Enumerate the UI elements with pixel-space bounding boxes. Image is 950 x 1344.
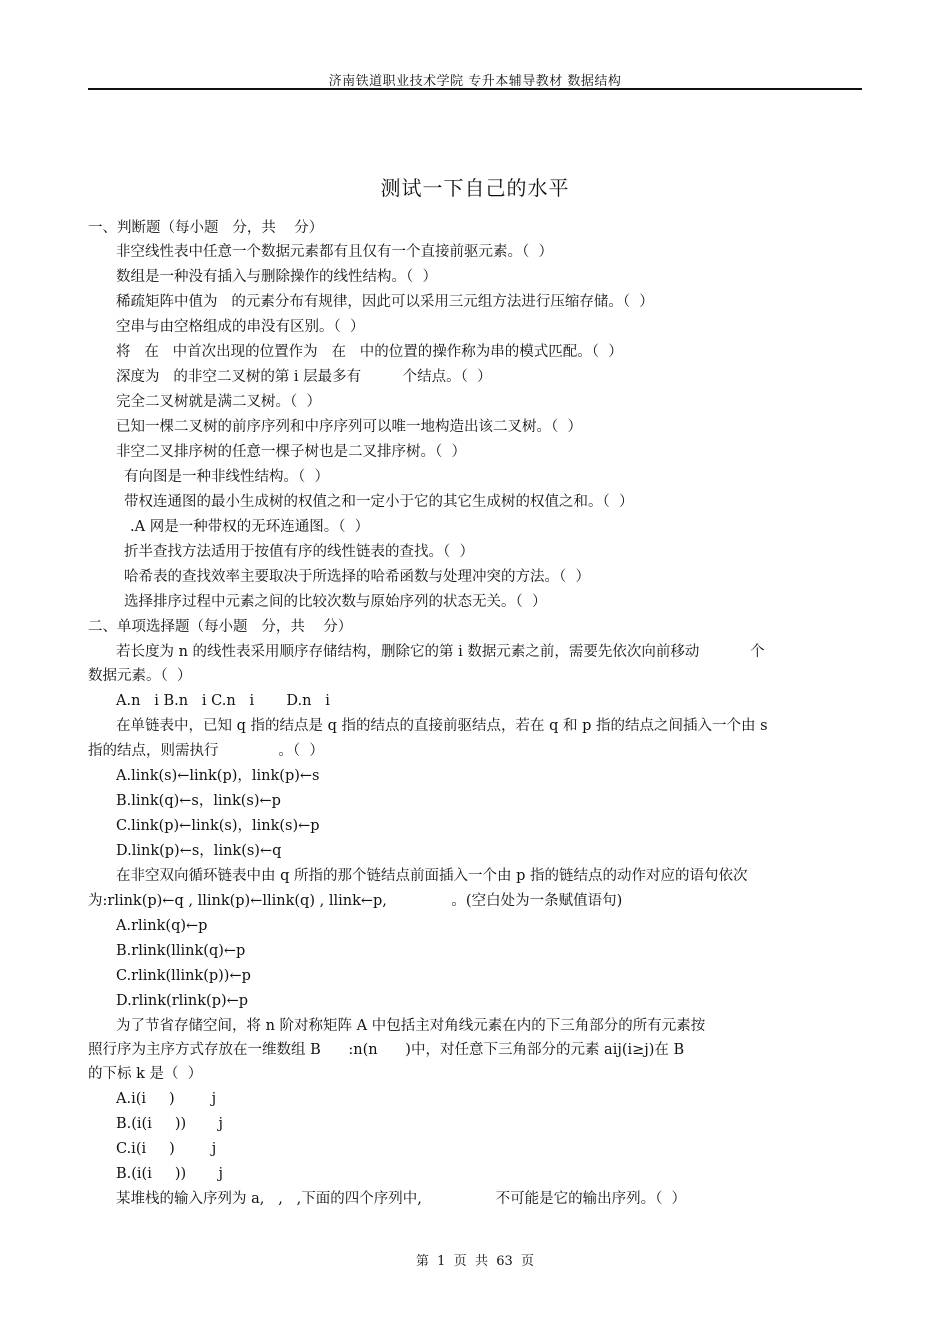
question-line: 空串与由空格组成的串没有区别。（ ） [116, 319, 365, 335]
question-line: B.(i(i )) j [116, 1116, 223, 1132]
question-line: 非空线性表中任意一个数据元素都有且仅有一个直接前驱元素。（ ） [116, 244, 553, 260]
question-line: C.i(i ) j [116, 1141, 217, 1157]
question-line: 带权连通图的最小生成树的权值之和一定小于它的其它生成树的权值之和。（ ） [124, 494, 634, 510]
question-line: 某堆栈的输入序列为 a, , ,下面的四个序列中, 不可能是它的输出序列。（ ） [116, 1191, 687, 1207]
question-line: 已知一棵二叉树的前序序列和中序序列可以唯一地构造出该二叉树。（ ） [116, 419, 582, 435]
question-line: 指的结点，则需执行 。（ ） [88, 743, 324, 759]
question-line: 为了节省存储空间，将 n 阶对称矩阵 A 中包括主对角线元素在内的下三角部分的所有元素按 [116, 1018, 706, 1034]
page-header: 济南铁道职业技术学院 专升本辅导教材 数据结构 [328, 74, 622, 89]
question-line: 选择排序过程中元素之间的比较次数与原始序列的状态无关。（ ） [124, 594, 547, 610]
section-heading: 一、判断题（每小题 分，共 分） [88, 220, 324, 236]
question-line: 非空二叉排序树的任意一棵子树也是二叉排序树。（ ） [116, 444, 466, 460]
question-line: 将 在 中首次出现的位置作为 在 中的位置的操作称为串的模式匹配。（ ） [116, 344, 623, 360]
page-footer: 第 1 页 共 63 页 [415, 1254, 535, 1269]
question-line: 深度为 的非空二叉树的第 i 层最多有 个结点。（ ） [116, 369, 492, 385]
question-line: 数据元素。（ ） [88, 668, 192, 684]
question-line: A.link(s)←link(p)，link(p)←s [116, 768, 320, 784]
question-line: .A 网是一种带权的无环连通图。（ ） [130, 519, 370, 535]
question-line: 哈希表的查找效率主要取决于所选择的哈希函数与处理冲突的方法。（ ） [124, 569, 590, 585]
question-line: 稀疏矩阵中值为 的元素分布有规律，因此可以采用三元组方法进行压缩存储。（ ） [116, 294, 654, 310]
question-line: A.rlink(q)←p [116, 918, 208, 934]
question-line: 在单链表中，已知 q 指的结点是 q 指的结点的直接前驱结点，若在 q 和 p 指的结点之间插入一个由 s [116, 718, 768, 734]
question-line: B.(i(i )) j [116, 1166, 223, 1182]
header-rule [88, 88, 862, 90]
question-line: A.i(i ) j [116, 1091, 217, 1107]
question-line: B.rlink(llink(q)←p [116, 943, 246, 959]
question-line: D.link(p)←s，link(s)←q [116, 843, 282, 859]
question-line: D.rlink(rlink(p)←p [116, 993, 249, 1009]
question-line: C.rlink(llink(p))←p [116, 968, 251, 984]
section-heading: 二、单项选择题（每小题 分，共 分） [88, 619, 353, 635]
question-line: 为:rlink(p)←q , llink(p)←llink(q) , llink←p, 。(空白处为一条赋值语句) [88, 893, 623, 909]
question-line: 若长度为 n 的线性表采用顺序存储结构，删除它的第 i 数据元素之前，需要先依次向前移动 个 [116, 644, 765, 660]
question-line: 的下标 k 是（ ） [88, 1066, 203, 1082]
question-line: 折半查找方法适用于按值有序的线性链表的查找。（ ） [124, 544, 474, 560]
question-line: C.link(p)←link(s)，link(s)←p [116, 818, 320, 834]
question-line: 照行序为主序方式存放在一维数组 B :n(n )中，对任意下三角部分的元素 aij(i≥j)在 B [88, 1042, 685, 1058]
question-line: A.n i B.n i C.n i D.n i [116, 693, 330, 709]
page-title: 测试一下自己的水平 [380, 176, 570, 200]
question-line: 有向图是一种非线性结构。（ ） [124, 469, 329, 485]
question-line: 完全二叉树就是满二叉树。（ ） [116, 394, 321, 410]
question-line: 数组是一种没有插入与删除操作的线性结构。（ ） [116, 269, 437, 285]
question-line: 在非空双向循环链表中由 q 所指的那个链结点前面插入一个由 p 指的链结点的动作对应的语句依次 [116, 868, 748, 884]
question-line: B.link(q)←s，link(s)←p [116, 793, 281, 809]
